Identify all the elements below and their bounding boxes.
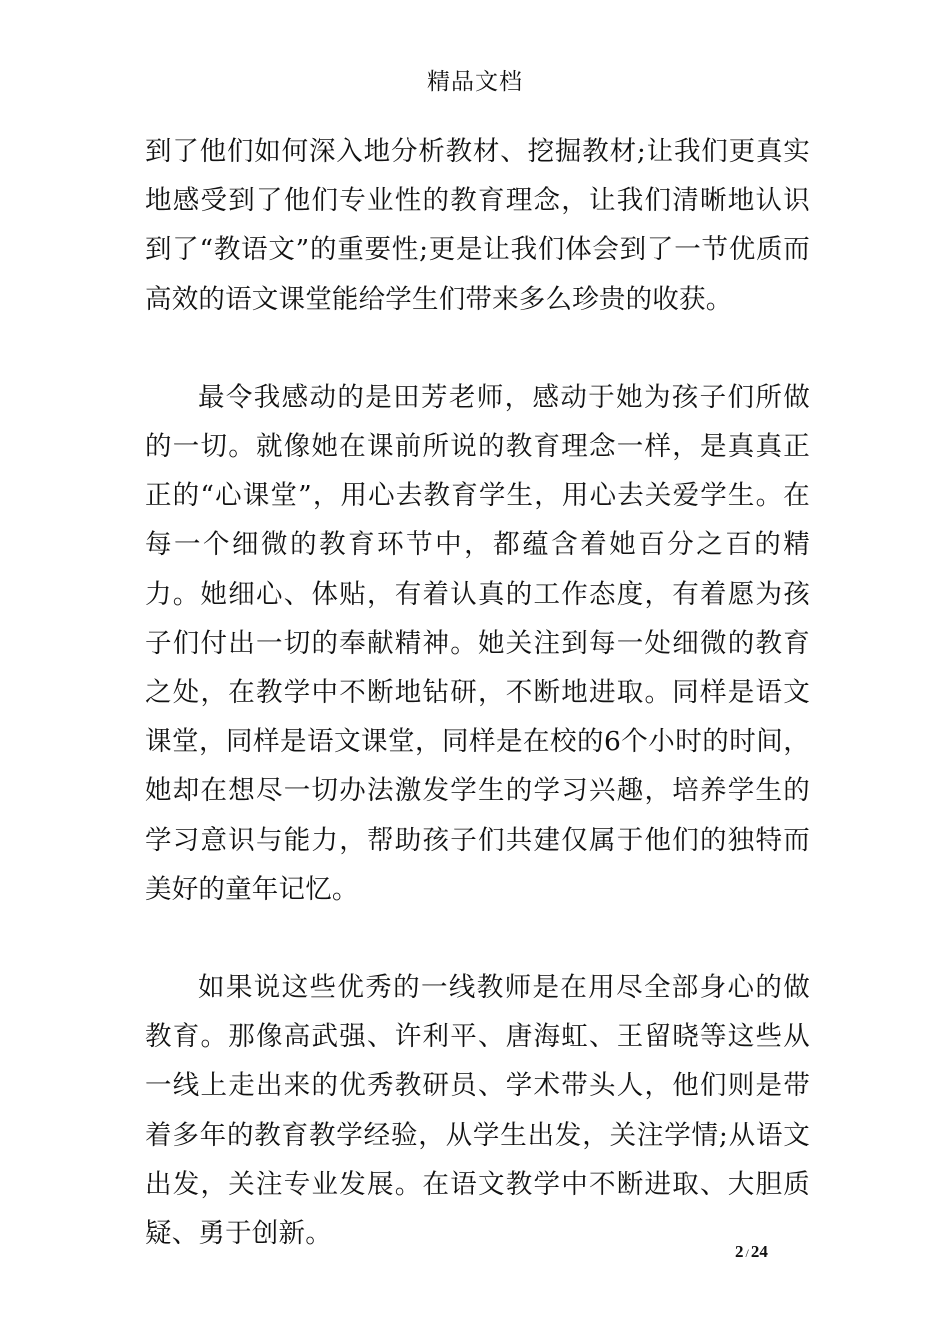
page-number (735, 1240, 768, 1265)
paragraph-2: 最令我感动的是田芳老师，感动于她为孩子们所做的一切。就像她在课前所说的教育理念一样，是真真正正的“心课堂”，用心去教育学生，用心去关爱学生。在每一个细微的教育环节中，都蕴含着她百分之百的精力。她细心、体贴，有着认真的工作态度，有着愿为孩子们付出一切的奉献精神。她关注到每一处细微的教育之处，在教学中不断地钻研，不断地进取。同样是语文课堂，同样是语文课堂，同样是在校的6个小时的时间，她却在想尽一切办法激发学生的学习兴趣，培养学生的学习意识与能力，帮助孩子们共建仅属于他们的独特而美好的童年记忆。 (145, 381, 810, 905)
page-separator: / (745, 1246, 749, 1260)
paragraph-1: 到了他们如何深入地分析教材、挖掘教材;让我们更真实地感受到了他们专业性的教育理念，让我们清晰地认识到了“教语文”的重要性;更是让我们体会到了一节优质而高效的语文课堂能给学生们带来多么珍贵的收获。 (145, 136, 810, 315)
header-title: 精品文档 (427, 69, 523, 95)
page-header (0, 64, 950, 100)
document-body (145, 127, 810, 1258)
current-page-number: 2 (735, 1242, 744, 1261)
paragraph-3: 如果说这些优秀的一线教师是在用尽全部身心的做教育。那像高武强、许利平、唐海虹、王留晓等这些从一线上走出来的优秀教研员、学术带头人，他们则是带着多年的教育教学经验，从学生出发，关注学情;从语文出发，关注专业发展。在语文教学中不断进取、大胆质疑、勇于创新。 (145, 972, 810, 1250)
total-pages-number: 24 (750, 1242, 768, 1261)
